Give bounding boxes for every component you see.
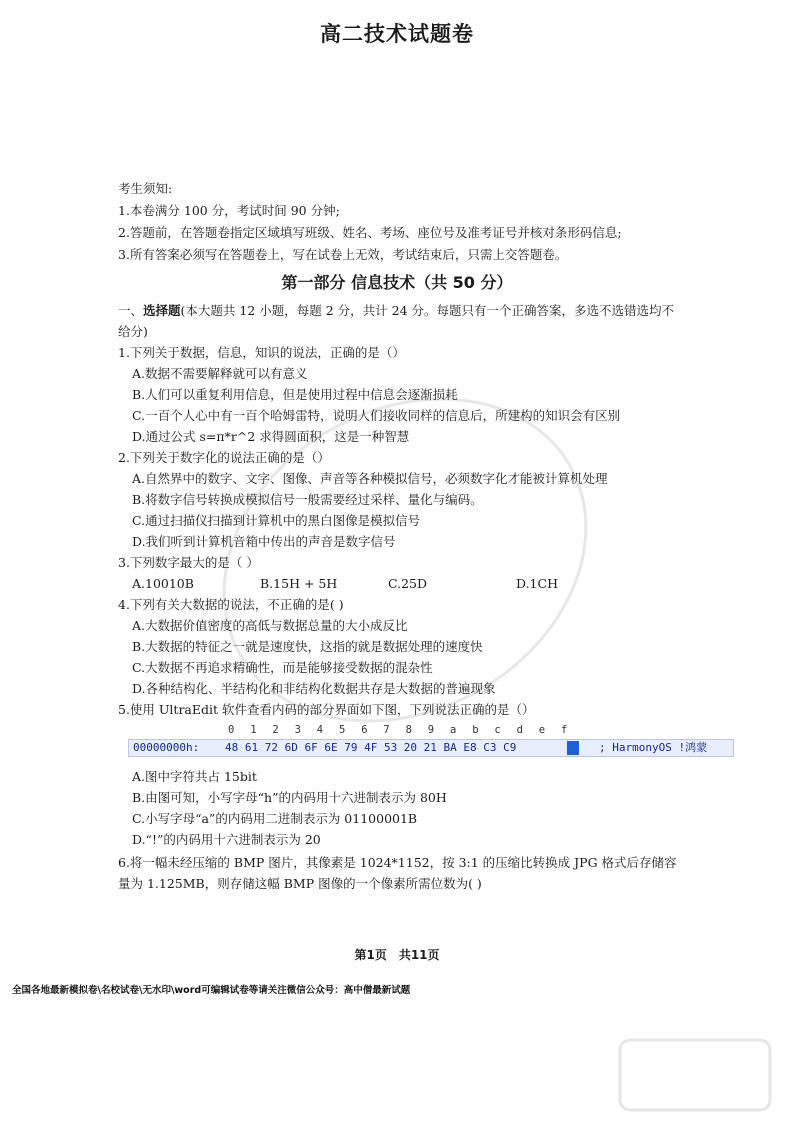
option: D.通过公式 s=π*r^2 求得圆面积，这是一种智慧 <box>132 429 410 444</box>
hex-cursor <box>567 741 579 755</box>
hex-ruler-label: f <box>561 724 568 736</box>
hex-ruler-label: 7 <box>383 724 390 736</box>
option: A.10010B <box>132 576 194 591</box>
question-stem: 1.下列关于数据，信息，知识的说法，正确的是（） <box>118 345 405 360</box>
option: A.图中字符共占 15bit <box>132 769 257 784</box>
hex-ruler-label: 4 <box>316 724 324 736</box>
hex-ruler-label: 8 <box>405 724 412 736</box>
part-desc: (本大题共 12 小题，每题 2 分，共计 24 分。每题只有一个正确答案，多选不选错选均不给分) <box>118 303 675 339</box>
hex-bytes: 48 61 72 6D 6F 6E 79 4F 53 20 21 BA E8 C3 C9 <box>225 741 517 754</box>
question-stem: 2.下列关于数字化的说法正确的是（） <box>118 450 330 465</box>
footer-note: 全国各地最新模拟卷\名校试卷\无水印\word可编辑试卷等请关注微信公众号：高中僧最新试题 <box>12 985 411 996</box>
option: C.一百个人心中有一百个哈姆雷特，说明人们接收同样的信息后，所建构的知识会有区别 <box>132 408 621 423</box>
hex-ruler-label: a <box>450 724 457 736</box>
hex-column-ruler <box>128 724 734 738</box>
exam-notes <box>118 178 622 266</box>
hex-ruler-label: 5 <box>339 724 346 736</box>
option: D.1CH <box>516 576 558 591</box>
notes-heading: 考生须知: <box>118 181 173 196</box>
hex-ruler-label: b <box>472 724 479 736</box>
option: B.15H + 5H <box>260 576 338 591</box>
part-label: 选择题 <box>143 303 181 318</box>
option: C.通过扫描仪扫描到计算机中的黑白图像是模拟信号 <box>132 513 421 528</box>
option: A.数据不需要解释就可以有意义 <box>132 366 308 381</box>
hex-ruler-label: 3 <box>294 724 301 736</box>
question-stem: 5.使用 UltraEdit 软件查看内码的部分界面如下图，下列说法正确的是（） <box>118 702 535 717</box>
option: C.小写字母“a”的内码用二进制表示为 01100001B <box>132 811 418 826</box>
section-title: 第一部分 信息技术（共 50 分） <box>281 273 513 292</box>
hex-ruler-label: e <box>538 724 546 736</box>
hex-ruler-label: 0 <box>228 724 235 736</box>
part-heading <box>118 300 678 342</box>
option: C.大数据不再追求精确性，而是能够接受数据的混杂性 <box>132 660 433 675</box>
hex-ruler-label: 1 <box>250 724 257 736</box>
option: A.大数据价值密度的高低与数据总量的大小成反比 <box>132 618 408 633</box>
hex-row <box>128 739 734 757</box>
ultraedit-hex-view <box>128 724 734 760</box>
question-stem: 4.下列有关大数据的说法，不正确的是( ) <box>118 597 344 612</box>
hex-ruler-label: 9 <box>427 724 435 736</box>
hex-ruler-label: 6 <box>361 724 368 736</box>
option: B.由图可知，小写字母“h”的内码用十六进制表示为 80H <box>132 790 447 805</box>
option: A.自然界中的数字、文字、图像、声音等各种模拟信号，必须数字化才能被计算机处理 <box>132 471 608 486</box>
notes-item: 1.本卷满分 100 分，考试时间 90 分钟; <box>118 203 340 218</box>
option: B.人们可以重复利用信息，但是使用过程中信息会逐渐损耗 <box>132 387 458 402</box>
question-body <box>118 300 708 894</box>
option: B.大数据的特征之一就是速度快，这指的就是数据处理的速度快 <box>132 639 483 654</box>
page-title: 高二技术试题卷 <box>320 22 474 46</box>
option: C.25D <box>388 576 428 591</box>
hex-ruler-label: c <box>494 724 501 736</box>
option: D.“!”的内码用十六进制表示为 20 <box>132 832 321 847</box>
notes-item: 2.答题前，在答题卷指定区域填写班级、姓名、考场、座位号及准考证号并核对条形码信息; <box>118 225 622 240</box>
hex-address: 00000000h: <box>133 741 200 754</box>
part-prefix: 一、 <box>118 303 144 318</box>
hex-ruler-label: d <box>516 724 523 736</box>
question-stem: 3.下列数字最大的是（ ） <box>118 555 259 570</box>
option-row <box>118 573 678 594</box>
notes-item: 3.所有答案必须写在答题卷上，写在试卷上无效，考试结束后，只需上交答题卷。 <box>118 247 568 262</box>
page-number: 第1页 共11页 <box>354 948 440 962</box>
option: D.我们听到计算机音箱中传出的声音是数字信号 <box>132 534 396 549</box>
hex-ruler-label: 2 <box>272 724 279 736</box>
option: B.将数字信号转换成模拟信号一般需要经过采样、量化与编码。 <box>132 492 483 507</box>
hex-text: ; HarmonyOS !鸿蒙 <box>599 741 708 754</box>
option: D.各种结构化、半结构化和非结构化数据共存是大数据的普遍现象 <box>132 681 496 696</box>
question-stem: 6.将一幅未经压缩的 BMP 图片，其像素是 1024*1152，按 3:1 的压缩比转换成 JPG 格式后存储容量为 1.125MB，则存储这幅 BMP 图像的一个像素所需位数为( ) <box>118 855 677 891</box>
